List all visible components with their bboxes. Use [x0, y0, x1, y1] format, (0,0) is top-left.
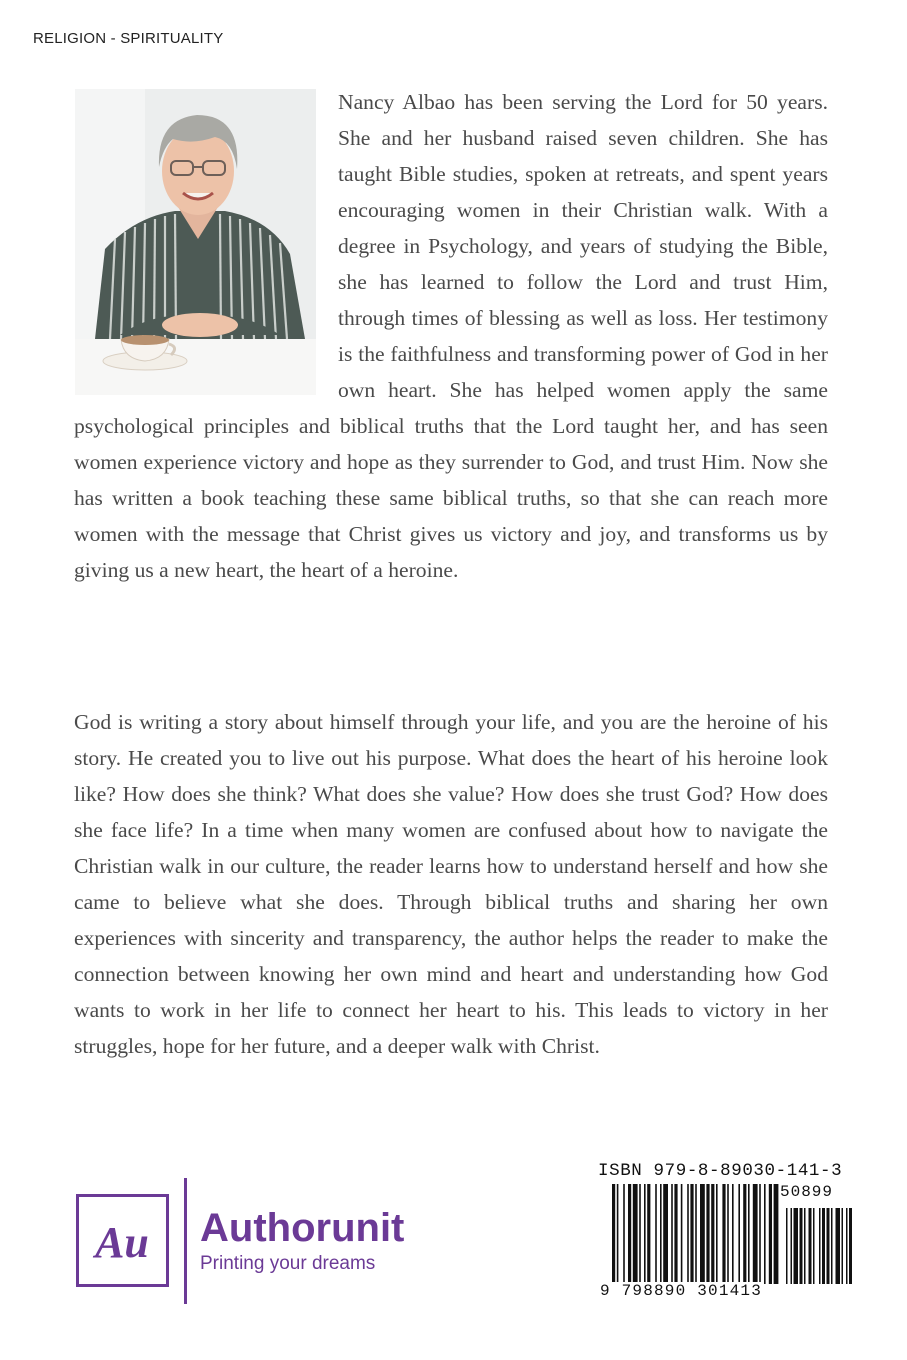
price-code: 50899	[780, 1183, 834, 1201]
publisher-tagline: Printing your dreams	[200, 1253, 376, 1274]
ean-digits: 9 798890 301413	[600, 1282, 763, 1300]
photo-wrap-spacer	[74, 84, 338, 402]
au-monogram-icon	[79, 1197, 166, 1284]
barcode-bars-icon	[612, 1184, 854, 1292]
category-label: RELIGION - SPIRITUALITY	[33, 30, 224, 47]
book-blurb: God is writing a story about himself through your life, and you are the heroine of his story. He created you to live out his purpose. What does the heart of his heroine look like? How does she think? What does she value? How does she trust God? How does she face life? In a time when many women are confused about how to navigate the Christian walk in our culture, the reader learns how to understand herself and how she came to believe what she does. Through biblical truths and sharing her own experiences with sincerity and transparency, the author helps the reader to make the connection between knowing her own mind and heart and understanding how God wants to work in her life to connect her heart to his. This leads to victory in her struggles, hope for her future, and a deeper walk with Christ.	[74, 710, 828, 1058]
author-bio-text: Nancy Albao has been serving the Lord for 50 years. She and her husband raised seven children. She has taught Bible studies, spoken at retreats, and spent years encouraging women in their Christian walk. With a degree in Psychology, and years of studying the Bible, she has learned to follow the Lord and trust Him, through times of blessing as well as loss. Her testimony is the faithfulness and transforming power of God in her own heart. She has helped women apply the same psychological principles and biblical truths that the Lord taught her, and has seen women experience victory and hope as they surrender to God, and trust Him. Now she has written a book teaching these same biblical truths, so that she can reach more women with the message that Christ gives us victory and joy, and transforms us by giving us a new heart, the heart of a heroine.	[74, 90, 828, 582]
author-bio	[74, 84, 828, 588]
isbn-label: ISBN 979-8-89030-141-3	[598, 1161, 843, 1181]
publisher-logo	[76, 1194, 169, 1287]
publisher-monogram: Au	[95, 1218, 149, 1267]
publisher-divider	[184, 1178, 187, 1304]
publisher-name: Authorunit	[200, 1206, 405, 1250]
